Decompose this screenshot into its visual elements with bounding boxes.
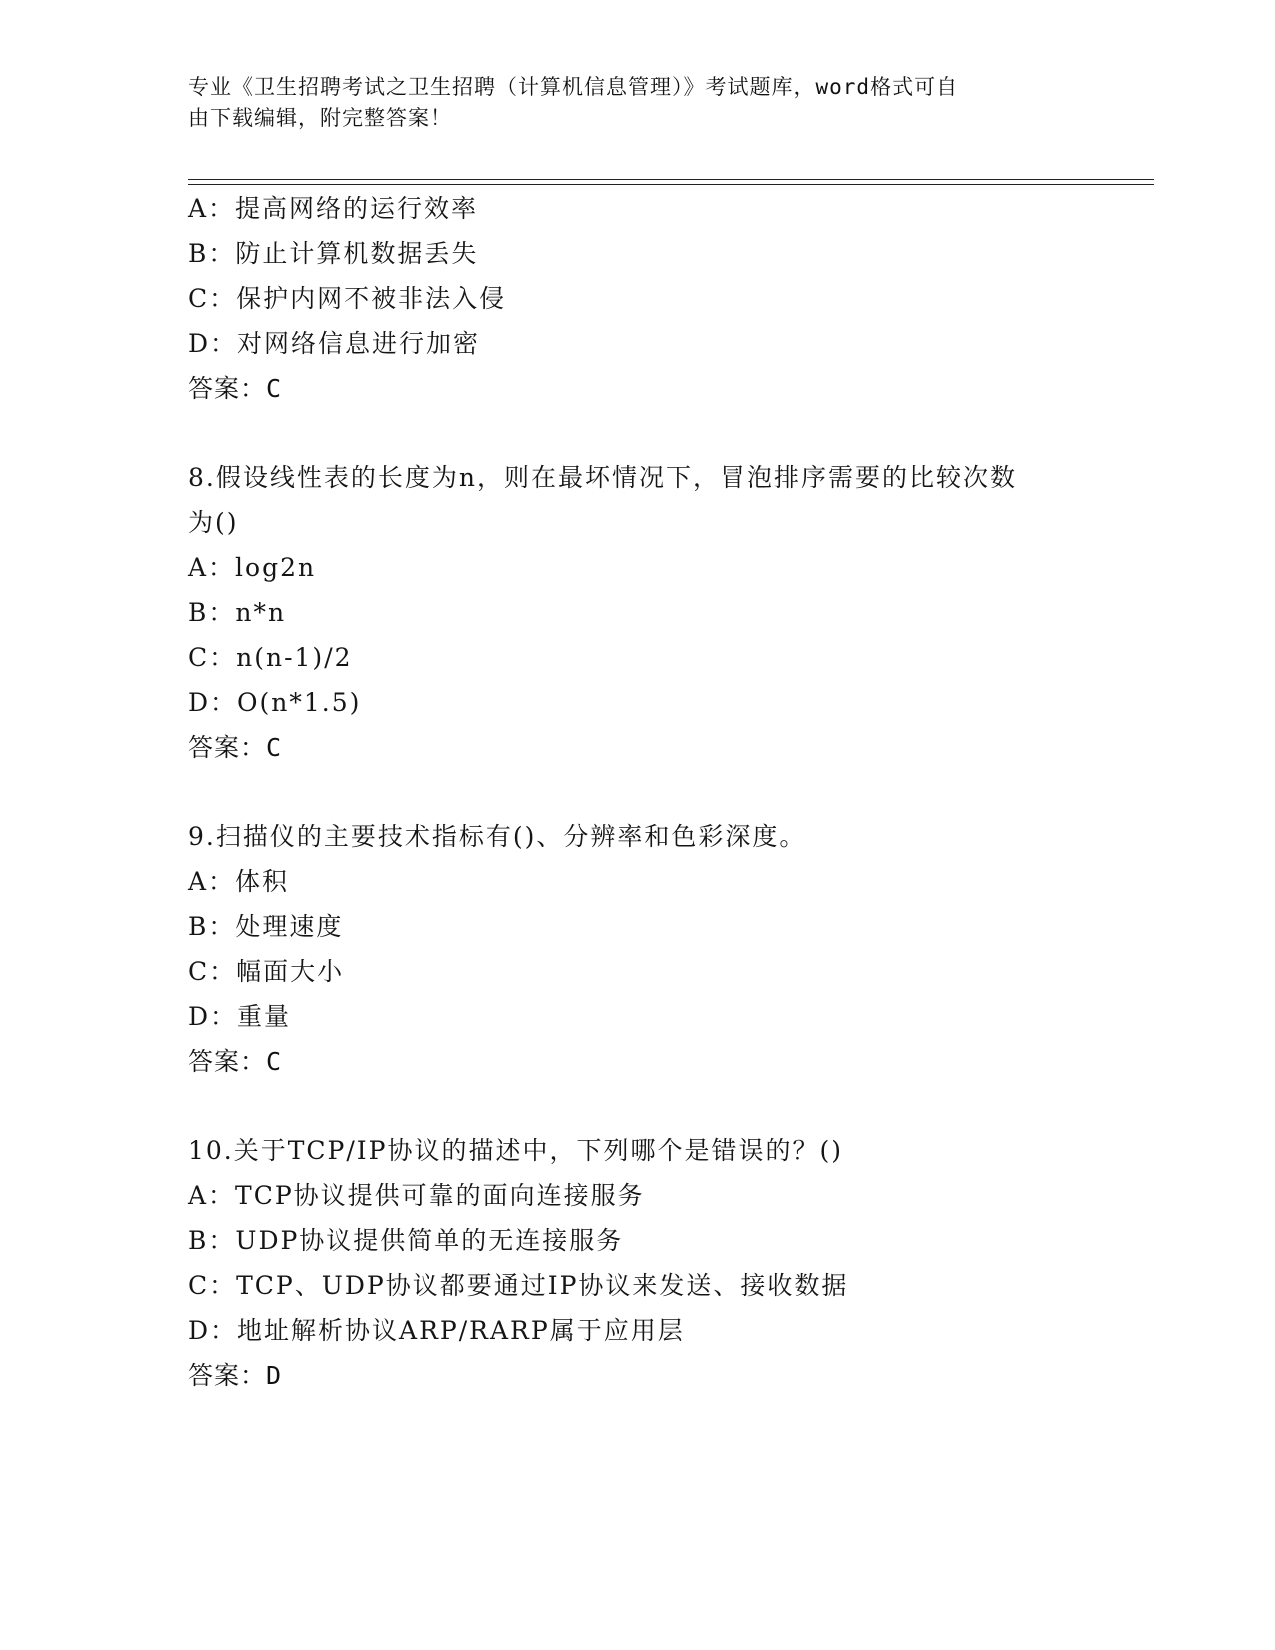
header-line-1: 专业《卫生招聘考试之卫生招聘（计算机信息管理）》考试题库，word格式可自 <box>188 75 959 99</box>
q7-option-d: D：对网络信息进行加密 <box>188 329 481 358</box>
q8-option-d: D：O(n*1.5) <box>188 688 362 717</box>
q10-option-d: D：地址解析协议ARP/RARP属于应用层 <box>188 1316 685 1345</box>
q9-option-a: A：体积 <box>188 867 290 896</box>
q10-question: 10.关于TCP/IP协议的描述中，下列哪个是错误的？() <box>188 1136 844 1165</box>
q8-answer: 答案：C <box>188 733 283 762</box>
q7-option-c: C：保护内网不被非法入侵 <box>188 284 507 313</box>
q7-option-b: B：防止计算机数据丢失 <box>188 239 479 268</box>
q8-question-line-2: 为() <box>188 508 239 537</box>
q7-option-a: A：提高网络的运行效率 <box>188 194 479 223</box>
q9-option-c: C：幅面大小 <box>188 957 345 986</box>
q10-option-c: C：TCP、UDP协议都要通过IP协议来发送、接收数据 <box>188 1271 849 1300</box>
q8-option-b: B：n*n <box>188 598 287 627</box>
q7-answer: 答案：C <box>188 374 283 403</box>
q9-option-b: B：处理速度 <box>188 912 344 941</box>
q10-option-b: B：UDP协议提供简单的无连接服务 <box>188 1226 624 1255</box>
q8-option-c: C：n(n-1)/2 <box>188 643 353 672</box>
header-divider-top <box>188 179 1154 180</box>
q9-answer: 答案：C <box>188 1047 283 1076</box>
q8-question-line-1: 8.假设线性表的长度为n，则在最坏情况下，冒泡排序需要的比较次数 <box>188 463 1017 492</box>
q9-option-d: D：重量 <box>188 1002 292 1031</box>
header-divider-bottom <box>188 184 1154 185</box>
document-header <box>188 72 1088 134</box>
q10-option-a: A：TCP协议提供可靠的面向连接服务 <box>188 1181 645 1210</box>
q10-answer: 答案：D <box>188 1361 283 1390</box>
header-line-2: 由下载编辑，附完整答案！ <box>188 106 452 130</box>
q8-option-a: A：log2n <box>188 553 317 582</box>
q9-question: 9.扫描仪的主要技术指标有()、分辨率和色彩深度。 <box>188 822 807 851</box>
